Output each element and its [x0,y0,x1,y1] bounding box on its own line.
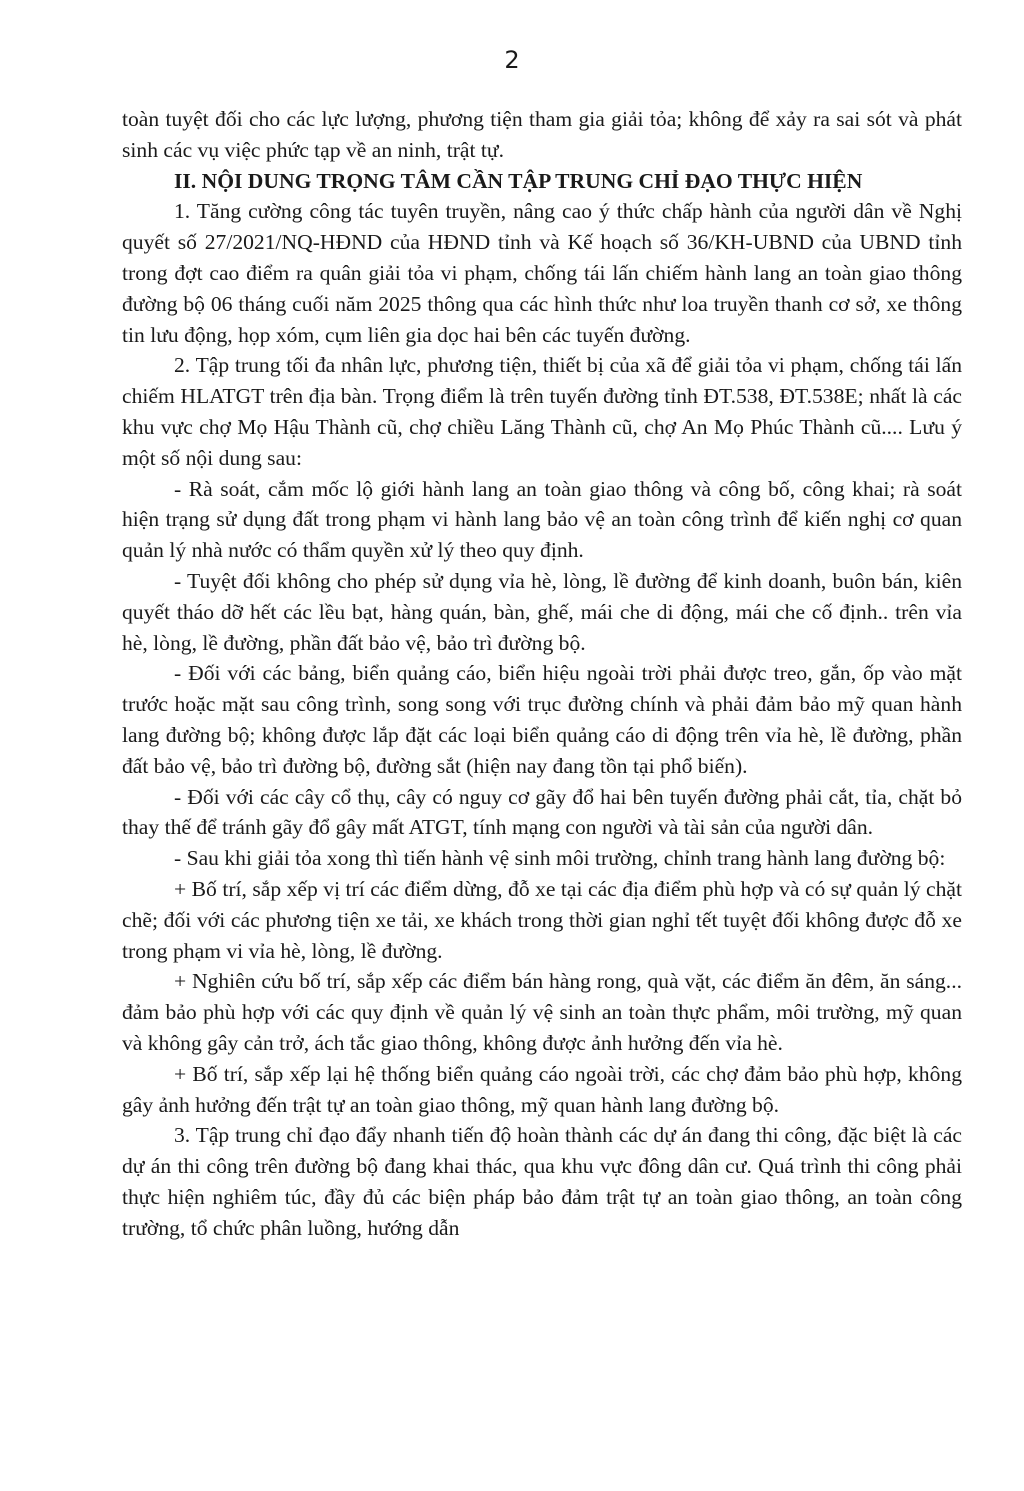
paragraph-sub-bullet: + Bố trí, sắp xếp lại hệ thống biển quảng cáo ngoài trời, các chợ đảm bảo phù hợp, không gây ảnh hưởng đến trật tự an toàn giao thông, mỹ quan hành lang đường bộ. [122,1061,962,1117]
paragraph-bullet: - Tuyệt đối không cho phép sử dụng vỉa hè, lòng, lề đường để kinh doanh, buôn bán, kiên quyết tháo dỡ hết các lều bạt, hàng quán, bàn, ghế, mái che di động, mái che cố định.. trên vỉa hè, lòng, lề đường, phần đất bảo vệ, bảo trì đường bộ. [122,568,962,655]
page-number: 2 [504,46,520,74]
paragraph-bullet: - Đối với các cây cổ thụ, cây có nguy cơ gãy đổ hai bên tuyến đường phải cắt, tỉa, chặt bỏ thay thế để tránh gãy đổ gây mất ATGT, tính mạng con người và tài sản của người dân. [122,784,962,840]
paragraph-item-1: 1. Tăng cường công tác tuyên truyền, nâng cao ý thức chấp hành của người dân về Nghị quyết số 27/2021/NQ-HĐND của HĐND tỉnh và Kế hoạch số 36/KH-UBND của UBND tỉnh trong đợt cao điểm ra quân giải tỏa vi phạm, chống tái lấn chiếm hành lang an toàn giao thông đường bộ 06 tháng cuối năm 2025 thông qua các hình thức như loa truyền thanh cơ sở, xe thông tin lưu động, họp xóm, cụm liên gia dọc hai bên các tuyến đường. [122,199,962,347]
paragraph-item-2: 2. Tập trung tối đa nhân lực, phương tiện, thiết bị của xã để giải tỏa vi phạm, chống tái lấn chiếm HLATGT trên địa bàn. Trọng điểm là trên tuyến đường tỉnh ĐT.538, ĐT.538E; nhất là các khu vực chợ Mọ Hậu Thành cũ, chợ chiều Lăng Thành cũ, chợ An Mọ Phúc Thành cũ.... Lưu ý một số nội dung sau: [122,353,962,470]
paragraph-sub-bullet: + Bố trí, sắp xếp vị trí các điểm dừng, đỗ xe tại các địa điểm phù hợp và có sự quản lý chặt chẽ; đối với các phương tiện xe tải, xe khách trong thời gian nghỉ tết tuyệt đối không được đỗ xe trong phạm vi vỉa hè, lòng, lề đường. [122,876,962,963]
paragraph-bullet: - Đối với các bảng, biển quảng cáo, biển hiệu ngoài trời phải được treo, gắn, ốp vào mặt trước hoặc mặt sau công trình, song song với trục đường chính và phải đảm bảo mỹ quan hành lang đường bộ; không được lắp đặt các loại biển quảng cáo di động trên vỉa hè, lề đường, phần đất bảo vệ, bảo trì đường bộ, đường sắt (hiện nay đang tồn tại phổ biến). [122,661,962,778]
document-body [122,104,962,1243]
paragraph-bullet: - Rà soát, cắm mốc lộ giới hành lang an toàn giao thông và công bố, công khai; rà soát hiện trạng sử dụng đất trong phạm vi hành lang bảo vệ an toàn công trình để kiến nghị cơ quan quản lý nhà nước có thẩm quyền xử lý theo quy định. [122,476,962,563]
section-heading: II. NỘI DUNG TRỌNG TÂM CẦN TẬP TRUNG CHỈ ĐẠO THỰC HIỆN [174,168,863,193]
paragraph-item-3: 3. Tập trung chỉ đạo đẩy nhanh tiến độ hoàn thành các dự án đang thi công, đặc biệt là các dự án thi công trên đường bộ đang khai thác, qua khu vực đông dân cư. Quá trình thi công phải thực hiện nghiêm túc, đầy đủ các biện pháp bảo đảm trật tự an toàn giao thông, an toàn công trường, tổ chức phân luồng, hướng dẫn [122,1123,962,1240]
paragraph-bullet: - Sau khi giải tỏa xong thì tiến hành vệ sinh môi trường, chỉnh trang hành lang đường bộ: [174,846,946,871]
paragraph-sub-bullet: + Nghiên cứu bố trí, sắp xếp các điểm bán hàng rong, quà vặt, các điểm ăn đêm, ăn sáng... đảm bảo phù hợp với các quy định về quản lý vệ sinh an toàn thực phẩm, môi trường, mỹ quan và không gây cản trở, ách tắc giao thông, không được ảnh hưởng đến vỉa hè. [122,969,962,1055]
paragraph-continuation: toàn tuyệt đối cho các lực lượng, phương tiện tham gia giải tỏa; không để xảy ra sai sót và phát sinh các vụ việc phức tạp về an ninh, trật tự. [122,107,962,162]
